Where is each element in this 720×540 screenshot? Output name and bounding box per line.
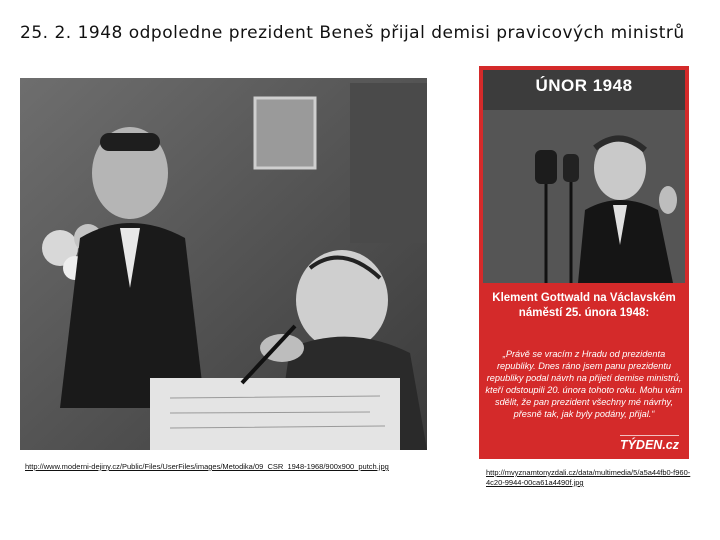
tyden-logo: TÝDEN.cz bbox=[620, 435, 679, 452]
slide-title: 25. 2. 1948 odpoledne prezident Beneš přijal demisi pravicových ministrů bbox=[20, 23, 685, 43]
signing-scene-illustration bbox=[20, 78, 427, 450]
card-quote: „Právě se vracím z Hradu od prezidenta republiky. Dnes ráno jsem panu prezidentu republiky podal návrh na přijetí demise ministrů, kteří odstoupili 20. února tohoto roku. Mohu vám sdělit, že pan prezident všechny mé návrhy, přesně tak, jak byly podány, přijal.“ bbox=[485, 349, 683, 419]
gottwald-speech-photo bbox=[483, 70, 685, 283]
card-caption: Klement Gottwald na Václavském náměstí 25. února 1948: bbox=[492, 292, 676, 319]
left-image-source-link[interactable]: http://www.moderni-dejiny.cz/Public/Files/UserFiles/images/Metodika/09_CSR_1948-1968/900x900_putch.jpg bbox=[25, 462, 389, 471]
card-headline: ÚNOR 1948 bbox=[535, 76, 633, 95]
historical-photo bbox=[20, 78, 427, 450]
right-image-source-link[interactable]: http://mvyznamtonyzdali.cz/data/multimedia/5/a5a44fb0-f960-4c20-9944-00ca61a4490f.jpg bbox=[486, 468, 691, 487]
speech-scene-illustration bbox=[483, 70, 685, 283]
tyden-info-card bbox=[479, 66, 689, 459]
